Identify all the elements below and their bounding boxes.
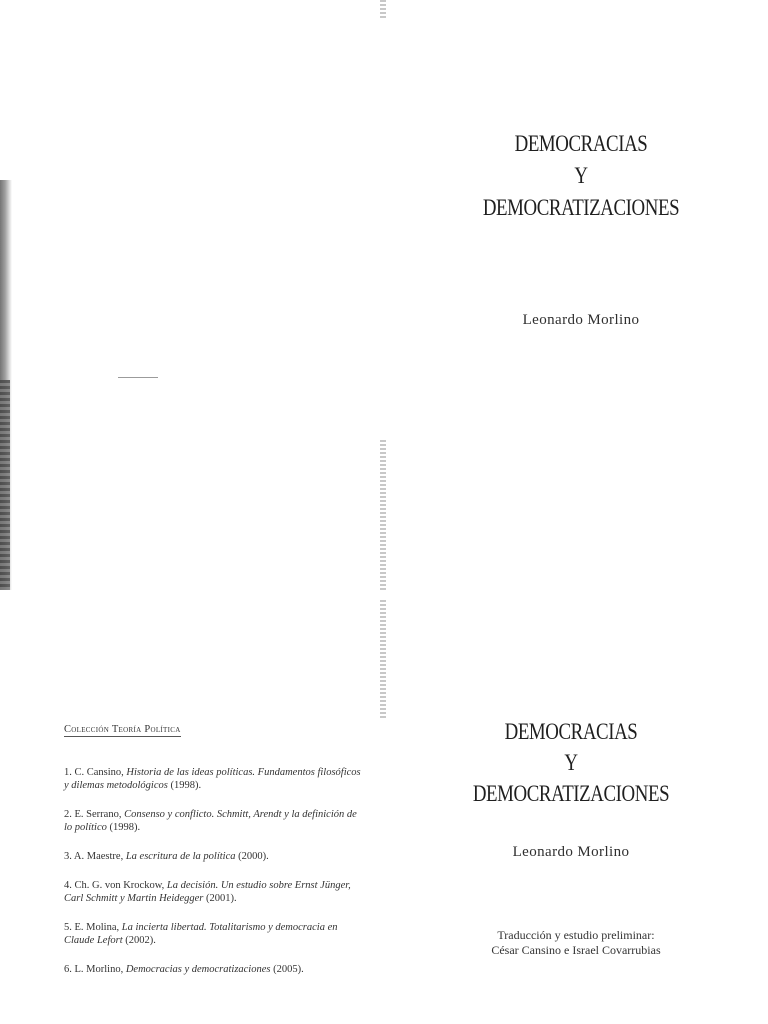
list-item: 3. A. Maestre, La escritura de la política (2000).: [64, 851, 269, 862]
credits-line-2: César Cansino e Israel Covarrubias: [491, 943, 661, 957]
title-line-3: DEMOCRATIZACIONES: [482, 195, 680, 220]
list-item: 2. E. Serrano, Consenso y conflicto. Schmitt, Arendt y la definición de lo político (1998).: [64, 809, 357, 833]
title-line-2: Y: [564, 750, 578, 775]
collection-heading: Colección Teoría Política: [64, 724, 181, 735]
page-blank-verso: [0, 0, 384, 600]
credits-line-1: Traducción y estudio preliminar:: [497, 928, 655, 942]
list-item: 1. C. Cansino, Historia de las ideas políticas. Fundamentos filosóficos y dilemas metodológicos (1998).: [64, 767, 361, 791]
half-title-author: Leonardo Morlino: [522, 312, 640, 328]
title-page-title: [426, 716, 716, 809]
page-title-page: [384, 600, 768, 1024]
collection-list: [64, 766, 364, 992]
title-line-1: DEMOCRACIAS: [504, 719, 638, 744]
translation-credits: [444, 928, 708, 958]
list-item: 5. E. Molina, La incierta libertad. Totalitarismo y democracia en Claude Lefort (2002).: [64, 922, 338, 946]
title-line-2: Y: [574, 163, 588, 188]
title-line-3: DEMOCRATIZACIONES: [472, 781, 670, 806]
half-title: [436, 128, 726, 224]
title-line-1: DEMOCRACIAS: [514, 131, 648, 156]
title-page-author: Leonardo Morlino: [512, 844, 630, 860]
list-item: 4. Ch. G. von Krockow, La decisión. Un estudio sobre Ernst Jünger, Carl Schmitt y Martin Heidegger (2001).: [64, 880, 351, 904]
page-half-title: [384, 0, 768, 600]
list-item: 6. L. Morlino, Democracias y democratizaciones (2005).: [64, 964, 304, 975]
